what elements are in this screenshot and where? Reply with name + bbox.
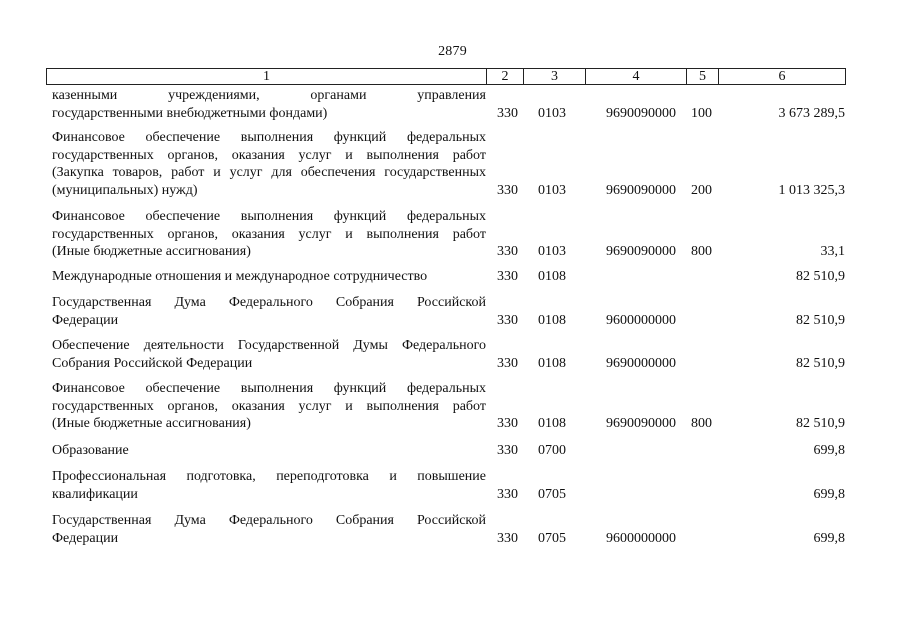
row-description [52,294,486,329]
description-line: Государственная Дума Федерального Собрания Российской [52,513,486,528]
row-description [52,380,486,433]
description-line: государственных органов, оказания услуг и выполнения работ [52,226,486,242]
description-line: квалификации [52,486,138,502]
cell-c2: 330 [497,105,518,121]
description-line: (Закупка товаров, работ и услуг для обеспечения государственных [52,165,486,180]
cell-c2: 330 [497,355,518,371]
cell-c5: 800 [691,244,712,259]
cell-c4: 9690090000 [606,105,676,121]
row-description [52,268,486,286]
header-col-6: 6 [718,68,846,85]
cell-c6: 1 013 325,3 [778,182,845,198]
header-col-1: 1 [46,68,487,85]
cell-c6: 82 510,9 [796,312,845,328]
cell-c3: 0108 [538,416,566,431]
description-line: Профессиональная подготовка, переподготовка и повышение [52,469,486,484]
cell-c6: 699,8 [813,486,845,502]
cell-c3: 0103 [538,105,566,121]
cell-c3: 0108 [538,269,566,284]
cell-c2: 330 [497,443,518,458]
row-description [52,512,486,547]
description-line: Международные отношения и международное сотрудничество [52,269,428,284]
cell-c6: 82 510,9 [796,416,845,431]
description-line: Финансовое обеспечение выполнения функций федеральных [52,381,486,396]
cell-c4: 9600000000 [606,312,676,328]
description-line: Государственная Дума Федерального Собрания Российской [52,295,486,310]
cell-c3: 0103 [538,182,566,198]
header-col-3: 3 [523,68,586,85]
description-line: (Иные бюджетные ассигнования) [52,244,251,259]
description-line: Финансовое обеспечение выполнения функций федеральных [52,209,486,224]
cell-c2: 330 [497,416,518,431]
header-col-5: 5 [686,68,719,85]
cell-c3: 0108 [538,312,566,328]
cell-c3: 0108 [538,355,566,371]
cell-c6: 3 673 289,5 [778,105,845,121]
row-description [52,87,486,122]
description-line: Образование [52,443,129,458]
description-line: Федерации [52,312,119,328]
header-col-2: 2 [486,68,524,85]
description-line: Собрания Российской Федерации [52,355,253,371]
cell-c2: 330 [497,182,518,198]
row-description [52,468,486,503]
cell-c6: 82 510,9 [796,269,845,284]
cell-c6: 699,8 [813,530,845,546]
header-col-4: 4 [585,68,687,85]
cell-c4: 9690090000 [606,244,676,259]
cell-c2: 330 [497,269,518,284]
cell-c4: 9690090000 [606,182,676,198]
row-description [52,337,486,372]
cell-c2: 330 [497,530,518,546]
description-line: государственных органов, оказания услуг и выполнения работ [52,147,486,163]
cell-c5: 800 [691,416,712,431]
cell-c4: 9690000000 [606,355,676,371]
page-number: 2879 [438,44,467,59]
description-line: Финансовое обеспечение выполнения функций федеральных [52,130,486,145]
cell-c4: 9690090000 [606,416,676,431]
cell-c2: 330 [497,486,518,502]
cell-c3: 0103 [538,244,566,259]
row-description [52,129,486,199]
cell-c3: 0705 [538,530,566,546]
description-line: (муниципальных) нужд) [52,182,198,198]
description-line: Федерации [52,530,119,546]
description-line: (Иные бюджетные ассигнования) [52,416,251,431]
description-line: государственных органов, оказания услуг и выполнения работ [52,398,486,414]
cell-c6: 82 510,9 [796,355,845,371]
row-description [52,442,486,460]
cell-c6: 699,8 [813,443,845,458]
cell-c5: 200 [691,182,712,198]
cell-c4: 9600000000 [606,530,676,546]
description-line: Обеспечение деятельности Государственной Думы Федерального [52,338,486,353]
cell-c6: 33,1 [820,244,845,259]
cell-c2: 330 [497,244,518,259]
description-line: государственными внебюджетными фондами) [52,105,328,121]
description-line: казенными учреждениями, органами управления [52,88,486,103]
cell-c3: 0705 [538,486,566,502]
cell-c2: 330 [497,312,518,328]
row-description [52,208,486,261]
cell-c5: 100 [691,105,712,121]
cell-c3: 0700 [538,443,566,458]
